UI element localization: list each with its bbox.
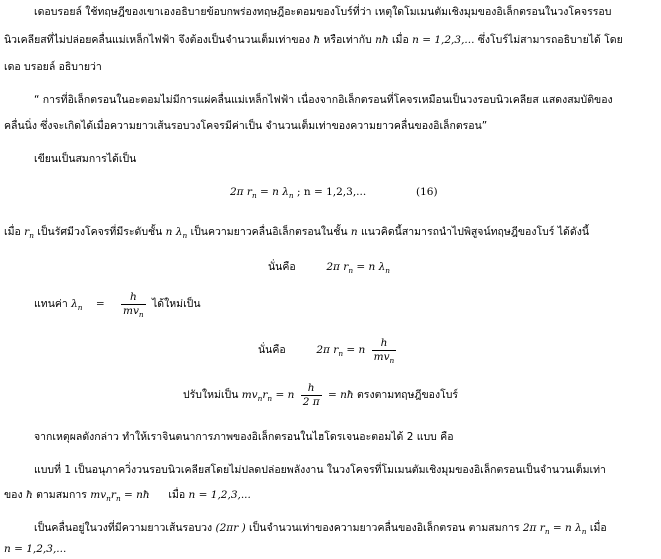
substitute-lambda-sub: n: [77, 303, 83, 313]
equation-number-16: (16): [416, 186, 438, 198]
para1-text-a: นิวเคลียสที่ไม่ปล่อยคลื่นแม่เหล็กไฟฟ้า จึงต้องเป็นจำนวนเต็มเท่าของ: [4, 34, 310, 46]
where-r: r: [24, 226, 30, 238]
eq16-rhs-sub: n: [288, 191, 294, 200]
type1-line2: [4, 489, 251, 503]
that-is-line-2: [258, 337, 399, 363]
type2-circumference: (2πr ): [215, 522, 246, 534]
substitute-label: แทนค่า: [34, 298, 68, 311]
where-d: แนวคิดนี้สามารถนำไปพิสูจน์ทฤษฎีของโบร์ ได้ดังนี้: [360, 226, 589, 238]
rearrange-mv: mv: [241, 389, 258, 402]
rearrange-after: ตรงตามทฤษฎีของโบร์: [356, 389, 459, 402]
type1-eq: = nħ: [124, 489, 150, 501]
type2-line2: n = 1,2,3,...: [4, 543, 67, 555]
para1-text-b: หรือเท่ากับ: [323, 34, 372, 46]
where-lambda: λ: [175, 226, 183, 238]
equation-16: [230, 186, 366, 200]
that-is-2-label: นั่นคือ: [258, 344, 286, 357]
rearrange-eq2: = nħ: [327, 389, 354, 402]
substitute-line: [34, 291, 201, 317]
type2-line1: [34, 522, 607, 536]
rearrange-den: 2 π: [302, 395, 320, 408]
substitute-fraction: [121, 291, 146, 317]
type1-hbar: ħ: [25, 489, 33, 501]
type1-r: r: [110, 489, 116, 501]
para1-line1: เดอบรอยล์ ใช้ทฤษฎีของเขาเองอธิบายข้อบกพร่องทฤษฎีอะตอมของโบร์ที่ว่า เหตุใดโมเมนตัมเชิงมุมของอิเล็กตรอนในวงโคจรรอบ: [34, 6, 612, 18]
substitute-den: mv: [123, 304, 139, 317]
that-is-1-rhs-sub: n: [385, 266, 391, 275]
type2-eq-rhs-sub: n: [581, 527, 587, 536]
para1-text-d: ซึ่งโบร์ไม่สามารถอธิบายได้ โดย: [477, 34, 623, 46]
type1-n-values: n = 1,2,3,...: [188, 489, 251, 501]
type1-mv-sub: n: [106, 494, 111, 503]
rearrange-eq: = n: [275, 389, 295, 402]
write-as-label: เขียนเป็นสมการได้เป็น: [34, 153, 137, 165]
that-is-1-lhs-sub: n: [348, 266, 354, 275]
that-is-2-fraction: [372, 337, 397, 363]
substitute-after: ได้ใหม่เป็น: [152, 298, 201, 311]
substitute-num: h: [129, 291, 137, 303]
where-r-sub: n: [29, 231, 34, 240]
rearrange-mv-sub: n: [257, 394, 263, 404]
type2-eq-lhs-sub: n: [544, 527, 550, 536]
rearrange-r-sub: n: [267, 394, 273, 404]
nhbar-symbol: nħ: [375, 34, 389, 46]
that-is-2-num: h: [380, 337, 388, 349]
that-is-2-den: mv: [373, 350, 390, 363]
substitute-eq: =: [95, 298, 105, 311]
that-is-2-lhs-sub: n: [338, 349, 344, 359]
type2-b: เป็นจำนวนเท่าของความยาวคลื่นของอิเล็กตรอน ตามสมการ: [249, 522, 520, 534]
where-a: เมื่อ: [4, 226, 21, 238]
type2-eq-rhs: = n λ: [552, 522, 582, 534]
rearrange-fraction: [301, 382, 322, 408]
quote-line2: คลื่นนิ่ง ซึ่งจะเกิดได้เมื่อความยาวเส้นรอบวงโคจรมีค่าเป็น จำนวนเต็มเท่าของความยาวคลื่นของอิเล็กตรอน”: [4, 120, 488, 132]
rearrange-num: h: [307, 382, 315, 394]
that-is-2-eq: = n: [346, 344, 366, 357]
type1-b: ตามสมการ: [36, 489, 87, 501]
eq16-condition: ; n = 1,2,3,...: [297, 186, 367, 198]
hbar-symbol: ħ: [313, 34, 321, 46]
para1-line3: เดอ บรอยล์ อธิบายว่า: [4, 61, 102, 73]
that-is-2-lhs: 2π r: [316, 344, 339, 357]
rearrange-label: ปรับใหม่เป็น: [183, 389, 239, 402]
where-n1: n: [165, 226, 173, 238]
type2-a: เป็นคลื่นอยู่ในวงที่มีความยาวเส้นรอบวง: [34, 522, 213, 534]
that-is-line-1: [268, 261, 390, 275]
para1-line2: [4, 34, 623, 48]
n-values: n = 1,2,3,...: [412, 34, 475, 46]
type2-eq-lhs: 2π r: [522, 522, 545, 534]
eq16-lhs: 2π r: [230, 186, 252, 198]
eq16-lhs-sub: n: [251, 191, 257, 200]
substitute-lambda: λ: [71, 298, 78, 311]
that-is-1-label: นั่นคือ: [268, 261, 296, 273]
type2-c: เมื่อ: [589, 522, 607, 534]
that-is-1-lhs: 2π r: [326, 261, 349, 273]
type1-c: เมื่อ: [168, 489, 186, 501]
type1-r-sub: n: [115, 494, 121, 503]
rearrange-r: r: [262, 389, 268, 402]
para1-text-c: เมื่อ: [391, 34, 409, 46]
where-b: เป็นรัศมีวงโคจรที่มีระดับชั้น: [37, 226, 163, 238]
conclusion-line: จากเหตุผลดังกล่าว ทำให้เราจินตนาการภาพของอิเล็กตรอนในไฮโดรเจนอะตอมได้ 2 แบบ คือ: [34, 431, 454, 443]
type1-a: ของ: [4, 489, 23, 501]
rearrange-line: [183, 382, 458, 408]
where-n2: n: [350, 226, 358, 238]
substitute-den-sub: n: [138, 309, 144, 319]
that-is-1-rhs: = n λ: [356, 261, 386, 273]
where-lambda-sub: n: [182, 231, 188, 240]
eq16-rhs: = n λ: [260, 186, 289, 198]
type1-mv: mv: [90, 489, 107, 501]
where-line: [4, 226, 589, 240]
where-c: เป็นความยาวคลื่นอิเล็กตรอนในชั้น: [190, 226, 348, 238]
type1-line1: แบบที่ 1 เป็นอนุภาควิ่งวนรอบนิวเคลียสโดยไม่ปลดปล่อยพลังงาน ในวงโคจรที่โมเมนตัมเชิงมุมของอิเล็กตรอนเป็นจำนวนเต็มเท่า: [34, 464, 606, 476]
quote-line1: “ การที่อิเล็กตรอนในอะตอมไม่มีการแผ่คลื่นแม่เหล็กไฟฟ้า เนื่องจากอิเล็กตรอนที่โคจรเหมือนเป็นวงรอบนิวเคลียส แสดงสมบัติของ: [34, 94, 613, 106]
that-is-2-den-sub: n: [389, 355, 395, 365]
